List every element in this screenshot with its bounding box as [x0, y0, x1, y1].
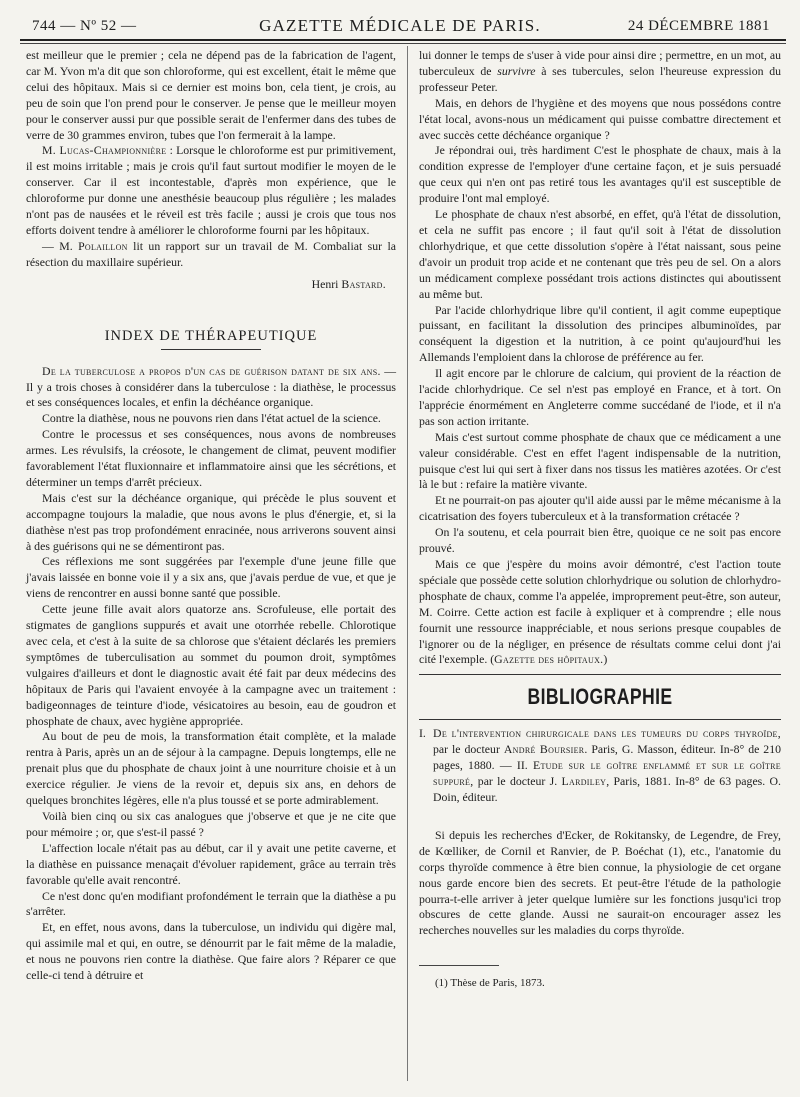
section-rule — [161, 349, 261, 350]
paragraph: Par l'acide chlorhydrique libre qu'il contient, il agit comme eupeptique puissant, en facilitant la dissolution des principes albuminoïdes, par conséquent la digestion et la nutrition, à ce point qu'aujourd'hui les Allemands l'emploient dans la chlorose de préférence au fer. — [419, 302, 781, 365]
paragraph: Cette jeune fille avait alors quatorze ans. Scrofuleuse, elle portait des stigmates de ganglions suppurés et avait une otorrhée rebelle. Chlorotique avec cela, et c'est à la suite de sa chlorose que s'étaient déclarés les premiers symptômes de tuberculisation au sommet du poumon droit, symptômes vulgaires d'ailleurs et dont le diagnostic avait été fait par deux médecins des hôpitaux de Paris qui l'avaient envoyée à la campagne avec un traitement : badigeonnages de teinture d'iode, vésicatoires au besoin, eau de goudron et phosphate de chaux, avec hygiène appropriée. — [26, 602, 396, 728]
header-rule-thin — [20, 43, 786, 44]
journal-title: GAZETTE MÉDICALE DE PARIS. — [259, 16, 541, 35]
paragraph: Et, en effet, nous avons, dans la tuberculose, un individu qui digère mal, qui assimile mal et qui, en outre, se dénourrit par le fait même de la maladie, et nous ne pouvons rien contre la diathèse. Que faire alors ? Réparer ce que celle-ci tend à détruire et — [26, 920, 396, 983]
speaker-name: Polaillon — [78, 238, 128, 253]
paragraph: est meilleur que le premier ; cela ne dépend pas de la fabrication de l'agent, car M. Yvon m'a dit que son chloroforme, qui est excellent, était le même que celui des hôpitaux. Mais si ce dernier est moins bon, cela tient, je crois, au peu de soin que l'on prend pour le conserver. Je pense que le meilleur moyen pour le conserver aussi pur que possible serait de l'enfermer dans des tubes de verre de 30 grammes environ, tubes que l'on fermerait à la lampe. — [26, 48, 396, 142]
article-title: De la tuberculose a propos d'un cas de guérison datant de six ans. — [42, 363, 381, 378]
paragraph: Ces réflexions me sont suggérées par l'exemple d'une jeune fille que j'avais laissée en bonne voie il y a six ans, que j'avais perdue de vue, et que je viens de rencontrer en aussi bonne santé que possible. — [26, 554, 396, 601]
paragraph: L'affection locale n'était pas au début, car il y avait une petite caverne, et la diathèse en puissance menaçait d'évoluer rapidement, grâce au terrain très favorable qu'elle avait rencontré. — [26, 840, 396, 887]
paragraph: — M. Polaillon lit un rapport sur un travail de M. Combaliat sur la résection du maxillaire supérieur. — [26, 238, 396, 269]
paragraph: Contre la diathèse, nous ne pouvons rien dans l'état actuel de la science. — [42, 411, 381, 426]
bibliography-entry: I. De l'intervention chirurgicale dans les tumeurs du corps thyroïde, par le docteur André Boursier. Paris, G. Masson, éditeur. In-8° de 210 pages, 1880. — II. Etude sur le goître enflammé et sur le goître suppuré, par le docteur J. Lardiley, Paris, 1881. In-8° de 63 pages. O. Doin, éditeur. — [419, 726, 781, 804]
paragraph: Mais c'est surtout comme phosphate de chaux que ce médicament a une valeur considérable. C'est en effet l'agent indispensable de la nutrition, puisque c'est lui qui sert à fixer dans nos tissus les matières azotées. Or c'est là le but : refaire la matière vivante. — [419, 429, 781, 492]
paragraph: Mais, en dehors de l'hygiène et des moyens que nous possédons contre l'état local, avons-nous un médicament qui puisse combattre directement et avec succès cette déchéance organique ? — [419, 95, 781, 142]
header-rule — [20, 39, 786, 41]
footnote: (1) Thèse de Paris, 1873. — [435, 977, 545, 990]
section-title: INDEX DE THÉRAPEUTIQUE — [104, 327, 318, 344]
left-column — [26, 48, 396, 984]
paragraph: Mais ce que j'espère du moins avoir démontré, c'est l'action toute spéciale que possède cette solution chlorhydrique ou solution de chlorhydro-phosphate de chaux, comme l'a appelée, improprement peut-être, son auteur, M. Coirre. Cette action est facile à expliquer et à comprendre ; elle nous fournit une ressource inappréciable, et nous serions presque coupables de l'ignorer ou de la négliger, en présence de résultats comme celui dont j'ai cité l'exemple. (Gazette des hôpitaux.) — [419, 557, 782, 667]
bibliography-title: BIBLIOGRAPHIE — [527, 684, 673, 710]
section-rule — [419, 719, 781, 720]
speaker-name: M. Lucas-Championnière — [42, 143, 167, 158]
paragraph: Mais c'est sur la déchéance organique, qui précède le plus souvent et accompagne toujours la maladie, que nous avons le plus d'énergie, et, si la diathèse n'est pas trop profondément enracinée, nous arriverons souvent ainsi à des guérisons qui ne se démentiront pas. — [26, 490, 396, 553]
paragraph: Au bout de peu de mois, la transformation était complète, et la malade rentra à Paris, après un an de séjour à la campagne. Depuis longtemps, elle ne prenait plus que du phosphate de chaux joint à une nourriture choisie et à un exercice régulier. Je viens de la revoir et, depuis six ans, en dehors de quelques bronchites légères, elle n'a plus toussé et se porte admirablement. — [26, 729, 396, 808]
paragraph: De la tuberculose a propos d'un cas de guérison datant de six ans. — Il y a trois choses à considérer dans la tuberculose : la diathèse, le processus et ses conséquences locales, et enfin la déchéance organique. — [26, 363, 396, 410]
page-number: 744 — Nº 52 — — [32, 18, 137, 34]
paragraph: Le phosphate de chaux n'est absorbé, en effet, qu'à l'état de dissolution, et cela ne suffit pas encore ; il faut qu'il soit à l'état de dissolution chlorhydrique, et que cette dissolution s'opère à l'état naissant, sous peine d'avoir un produit trop acide et ne contenant que très peu de sel. On a alors un médicament complexe possédant trois actions distinctes qui aboutissent au même but. — [419, 207, 781, 301]
paragraph: Je répondrai oui, très hardiment C'est le phosphate de chaux, mais à la condition expresse de l'employer d'une certaine façon, et je suis persuadé que ceux qui n'en ont pas retiré tous les avantages qu'il est susceptible de produire l'ont mal employé. — [419, 143, 781, 206]
paragraph: Et ne pourrait-on pas ajouter qu'il aide aussi par le même mécanisme à la cicatrisation des foyers tuberculeux et à la transformation crétacée ? — [419, 493, 781, 524]
footnote-rule — [419, 965, 499, 966]
paragraph: Voilà bien cinq ou six cas analogues que j'observe et que je ne cite que pour mémoire ; or, que s'est-il passé ? — [26, 808, 396, 839]
author-signature: Henri Bastard. — [311, 276, 386, 291]
paragraph: Ce n'est donc qu'en modifiant profondément le terrain que la diathèse a pu s'arrêter. — [26, 888, 396, 919]
emphasis: survivre — [497, 63, 536, 78]
paragraph: M. Lucas-Championnière : Lorsque le chloroforme est pur primitivement, il est moins irritable ; mais je crois qu'il faut surtout modifier le moyen de le conserver. Car il est incontestable, d'après mon expérience, que le chloroforme pur donne une anesthésie beaucoup plus régulière ; les malades n'ont pas de nausées et le réveil est très facile ; aussi je crois que tous nos efforts doivent tendre à améliorer le chloroforme fourni par les hôpitaux. — [26, 143, 397, 237]
right-column — [419, 48, 781, 992]
paragraph: lui donner le temps de s'user à vide pour ainsi dire ; permettre, en un mot, au tuberculeux de survivre à ses tubercules, selon l'heureuse expression du professeur Peter. — [419, 48, 782, 94]
spacer — [26, 293, 396, 325]
section-rule — [419, 674, 781, 675]
paragraph: On l'a soutenu, et cela pourrait bien être, quoique ce ne soit pas encore prouvé. — [419, 525, 781, 556]
paragraph: Contre le processus et ses conséquences, nous avons de nombreuses armes. Les révulsifs, la créosote, le changement de climat, peuvent modifier favorablement l'état fluxionnaire et inflammatoire ainsi que les sécrétions, et déterminer un temps d'arrêt précieux. — [26, 427, 396, 489]
page-header — [14, 12, 786, 40]
source-citation: Gazette des hôpitaux. — [494, 652, 604, 667]
paragraph: Si depuis les recherches d'Ecker, de Rokitansky, de Legendre, de Frey, de Kœlliker, de Cornil et Ranvier, de P. Boéchat (1), etc., l'anatomie du corps thyroïde commence à être bien connue, la physiologie de cet organe nous garde encore bien des secrets. Et peut-être l'étude de la pathologie pourra-t-elle arriver à jeter quelque lumière sur les fonctions jusqu'ici trop obscures de cette glande. Aussi ne saurait-on encourager assez les recherches nouvelles sur les maladies du corps thyroïde. — [419, 827, 781, 938]
issue-date: 24 DÉCEMBRE 1881 — [627, 18, 770, 34]
paragraph: Il agit encore par le chlorure de calcium, qui provient de la réaction de l'acide chlorhydrique. Ce sel n'est pas employé en France, et à tort. On l'apprécie énormément en Angleterre comme succédané de l'iode, et il n'a pas son action irritante. — [419, 366, 781, 428]
column-divider — [407, 46, 408, 1081]
